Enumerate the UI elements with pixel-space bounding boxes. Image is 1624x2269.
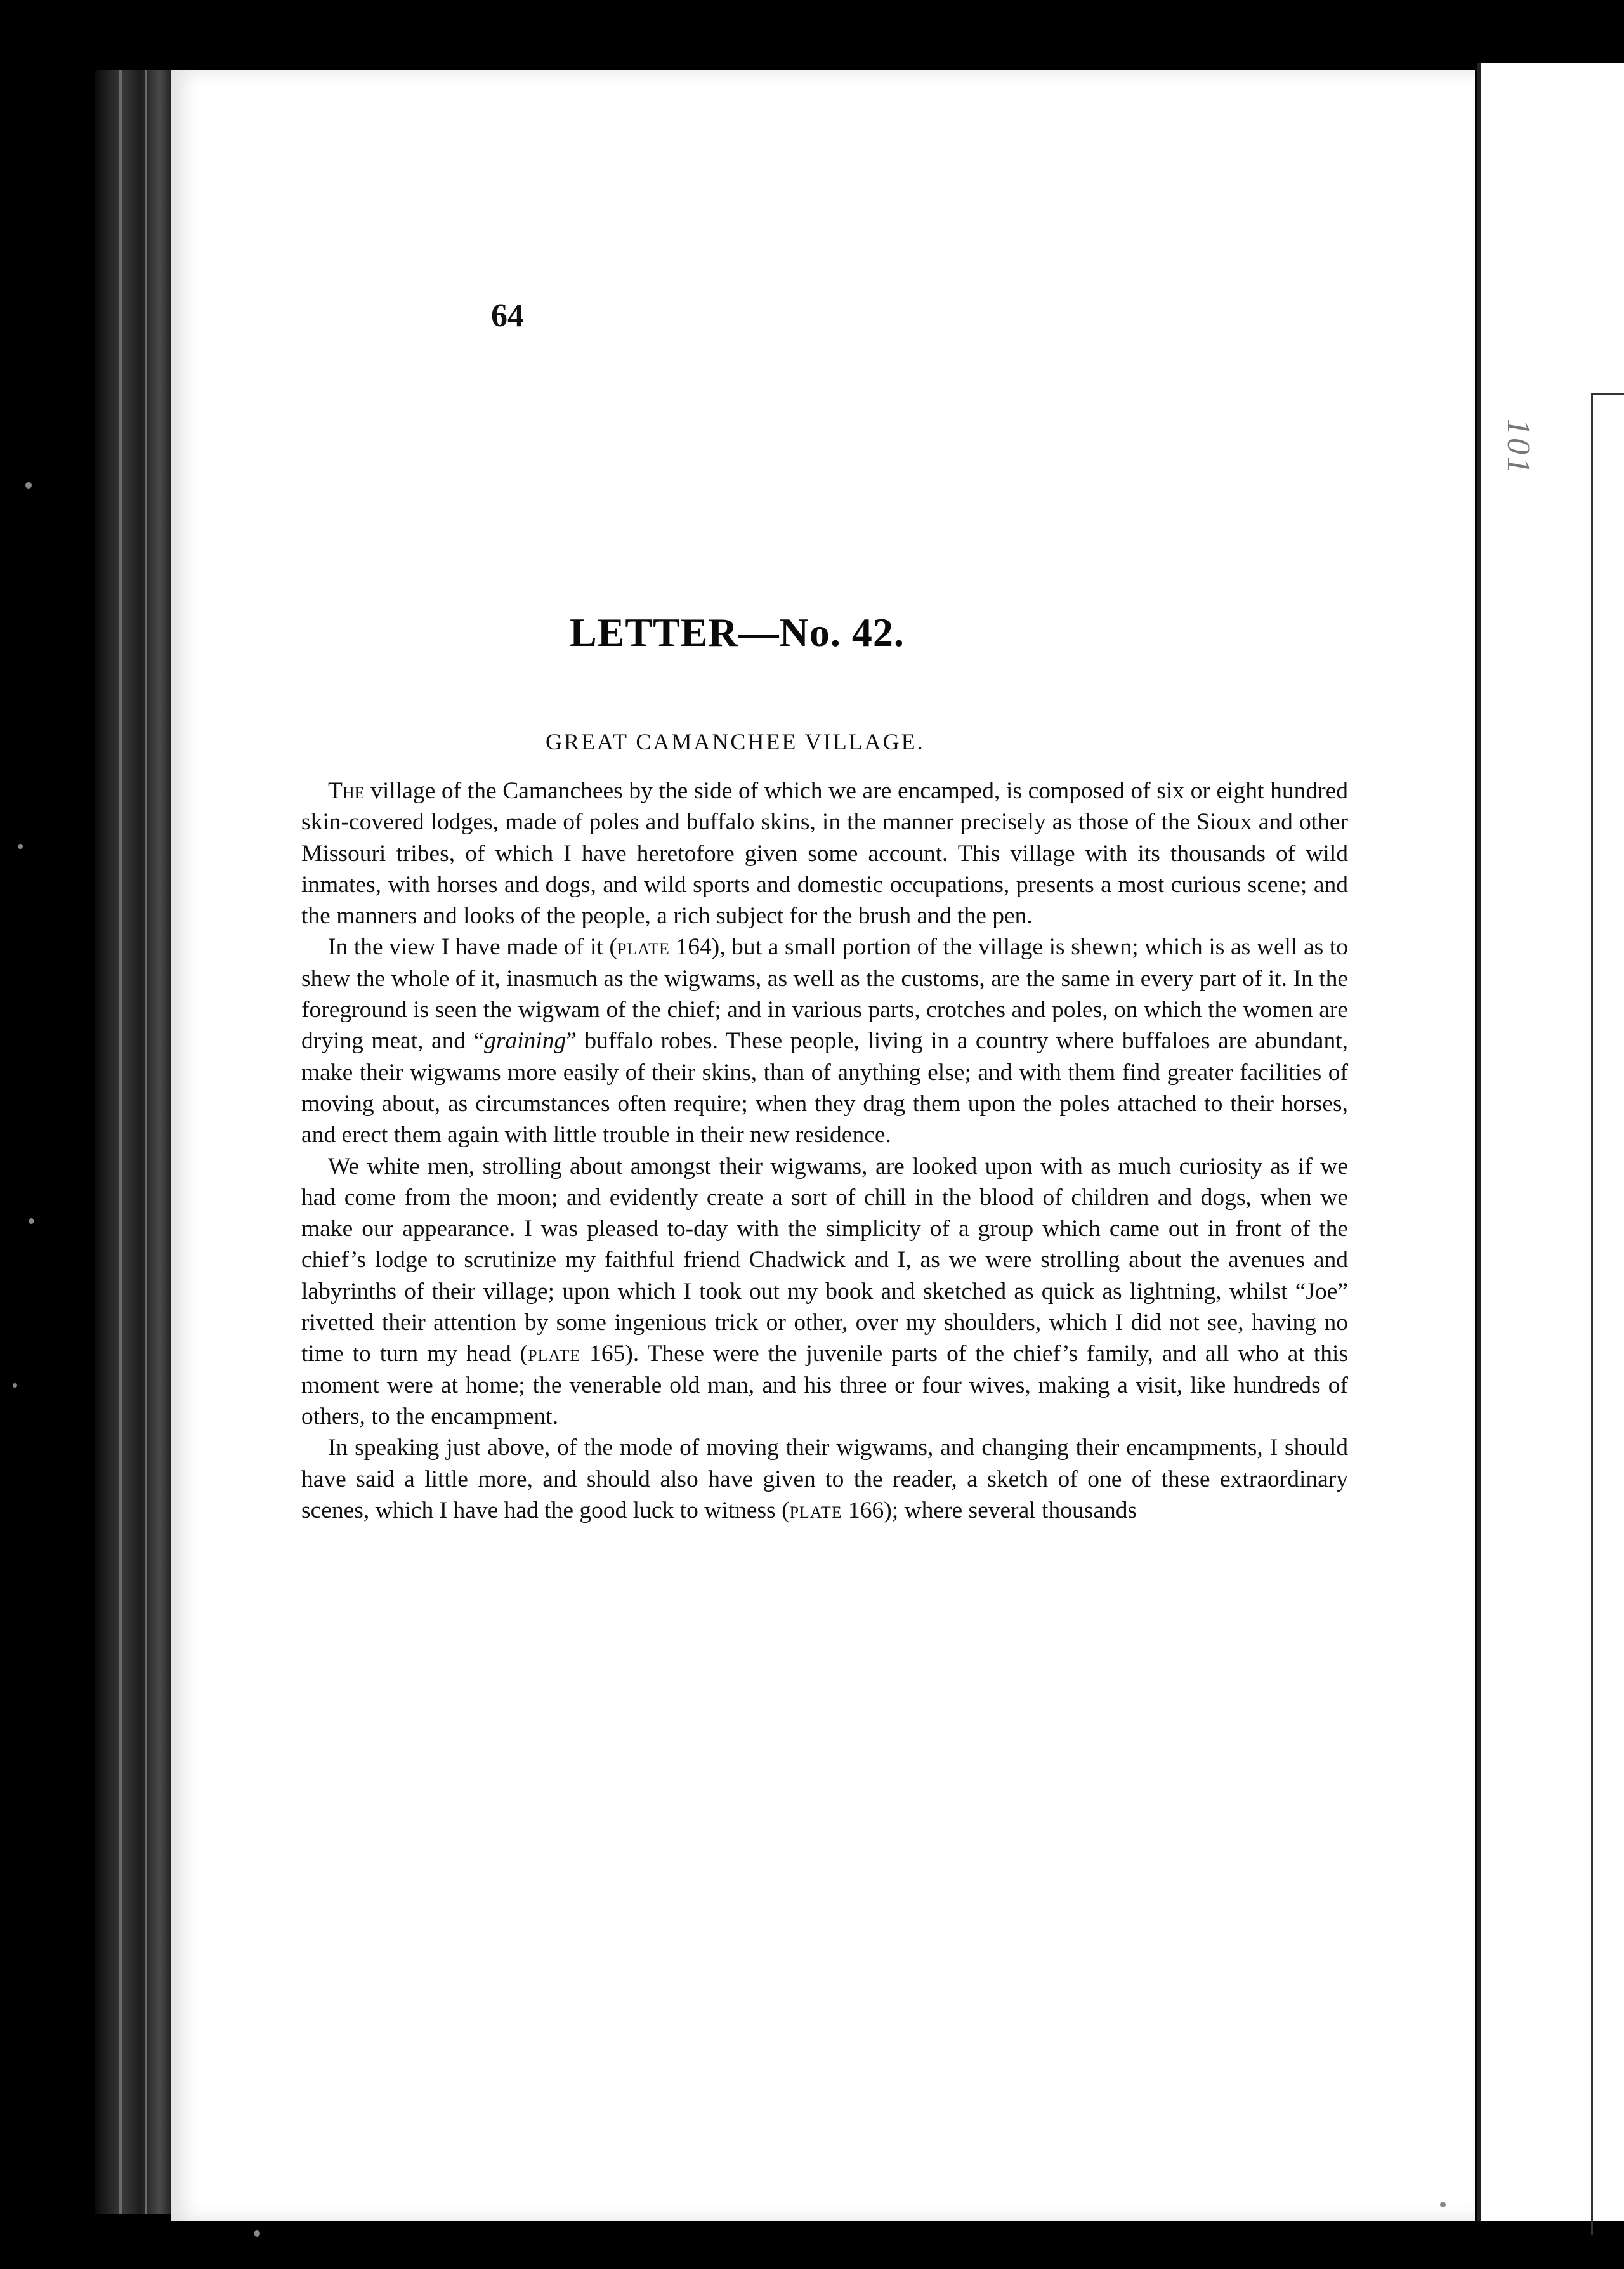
marginal-number: 101 — [1500, 419, 1536, 476]
paragraph-text: ), but a small portion of the village is shewn; which is as well as to shew the whole of it, inasmuch as the wigwams, as well as the customs, are the same in every part of it. In the foreground is seen the wigwam of the chief; and in various parts, crotches and poles, on which the women are drying meat, and “ — [301, 934, 1348, 1055]
paragraph-3 — [301, 1151, 1348, 1433]
dust-speck — [1440, 2202, 1446, 2207]
paragraph-text: In speaking just above, of the mode of moving their wigwams, and changing their encampments, I should have said a little more, and should also have given to the reader, a sketch of one of these extraordinary scenes, which I have had the good luck to witness ( — [301, 1435, 1348, 1523]
dust-speck — [25, 482, 32, 489]
body-text — [301, 775, 1348, 1526]
paragraph-text: ” buffalo robes. These people, living in a country where buffaloes are abundant, make their wigwams more easily of their skins, than of anything else; and with them find greater facilities of moving about, as circumstances often require; when they drag them upon the poles attached to their horses, and erect them again with little trouble in their new residence. — [301, 1028, 1348, 1148]
page-number: 64 — [491, 298, 524, 334]
book-spine — [95, 70, 171, 2214]
spine-line — [119, 70, 122, 2214]
dust-speck — [29, 1218, 34, 1224]
paragraph-1 — [301, 775, 1348, 931]
paragraph-2 — [301, 931, 1348, 1150]
plate-label: plate — [528, 1341, 581, 1367]
dust-speck — [13, 1383, 17, 1388]
plate-label: plate — [617, 934, 670, 961]
facing-page-strip — [1477, 63, 1624, 2221]
paragraph-text: ). These were the juvenile parts of the chief’s family, and all who at this moment were at home; the venerable old man, and his three or four wives, making a visit, like hundreds of others, to the encampment. — [301, 1341, 1348, 1430]
page-edge — [1477, 63, 1481, 2221]
dust-speck — [254, 2230, 260, 2237]
plate-frame-corner — [1591, 393, 1624, 2235]
section-heading: GREAT CAMANCHEE VILLAGE. — [546, 729, 925, 754]
spine-line — [145, 70, 147, 2214]
plate-number: 164 — [669, 934, 712, 961]
paragraph-4 — [301, 1432, 1348, 1526]
paragraph-text: ); where several thousands — [884, 1497, 1137, 1523]
plate-number: 166 — [842, 1497, 884, 1523]
paragraph-text: village of the Camanchees by the side of which we are encamped, is composed of six or eight hundred skin-covered lodges, made of poles and buffalo skins, in the manner precisely as those of the Sioux and other Missouri tribes, of which I have heretofore given some account. This village with its thousands of wild inmates, with horses and dogs, and wild sports and domestic occupations, presents a most curious scene; and the manners and looks of the people, a rich subject for the brush and the pen. — [301, 778, 1348, 930]
paragraph-text: In the view I have made of it ( — [328, 934, 617, 961]
plate-label: plate — [789, 1497, 842, 1523]
paragraph-text: We white men, strolling about amongst their wigwams, are looked upon with as much curiosity as if we had come from the moon; and evidently create a sort of chill in the blood of children and dogs, when we make our appearance. I was pleased to-day with the simplicity of a group which came out in front of the chief’s lodge to scrutinize my faithful friend Chadwick and I, as we were strolling about the avenues and labyrinths of their village; upon which I took out my book and sketched as quick as lightning, whilst “Joe” rivetted their attention by some ingenious trick or other, over my shoulders, which I did not see, having no time to turn my head ( — [301, 1153, 1348, 1367]
letter-title: LETTER—No. 42. — [570, 610, 905, 655]
plate-number: 165 — [580, 1341, 625, 1367]
italic-term: graining — [484, 1028, 566, 1055]
dust-speck — [18, 844, 23, 849]
drop-word: The — [328, 778, 365, 804]
